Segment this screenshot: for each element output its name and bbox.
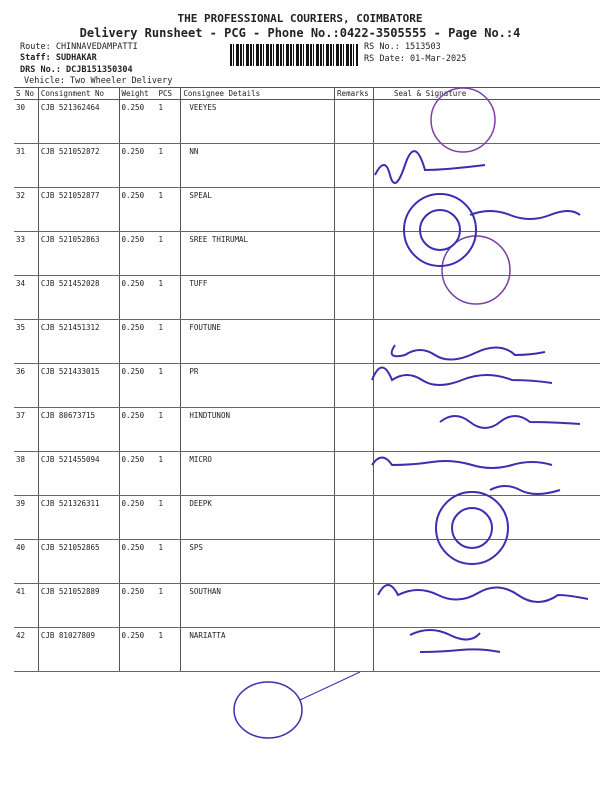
consignment-no: CJB 521455094 [38, 452, 119, 496]
seal-cell [374, 584, 600, 628]
consignment-no: CJB 521362464 [38, 100, 119, 144]
weight: 0.250 [119, 144, 156, 188]
consignee-name: HINDTUNON [181, 408, 335, 452]
consignee-name: MICRO [181, 452, 335, 496]
barcode [230, 44, 358, 66]
pcs: 1 [156, 540, 180, 584]
table-row [14, 584, 600, 628]
consignment-no: CJB 80673715 [38, 408, 119, 452]
table-row [14, 144, 600, 188]
consignee-name: SPS [181, 540, 335, 584]
table-row [14, 100, 600, 144]
sno: 33 [14, 232, 38, 276]
vehicle: Vehicle: Two Wheeler Delivery [24, 76, 173, 86]
pcs: 1 [156, 100, 180, 144]
col-sno: S No [14, 88, 38, 100]
seal-cell [374, 628, 600, 672]
seal-cell [374, 496, 600, 540]
weight: 0.250 [119, 232, 156, 276]
table-row [14, 232, 600, 276]
remarks-cell [335, 452, 374, 496]
sno: 36 [14, 364, 38, 408]
sno: 34 [14, 276, 38, 320]
consignee-name: PR [181, 364, 335, 408]
consignee-name: DEEPK [181, 496, 335, 540]
pcg-stamp [234, 682, 302, 738]
consignee-name: VEEYES [181, 100, 335, 144]
weight: 0.250 [119, 452, 156, 496]
pcs: 1 [156, 276, 180, 320]
consignee-name: TUFF [181, 276, 335, 320]
seal-cell [374, 188, 600, 232]
seal-cell [374, 232, 600, 276]
table-row [14, 188, 600, 232]
table-row [14, 496, 600, 540]
drs-number: DRS No.: DCJB151350304 [20, 65, 133, 75]
table-row [14, 452, 600, 496]
sno: 40 [14, 540, 38, 584]
col-consignee: Consignee Details [181, 88, 335, 100]
pcs: 1 [156, 496, 180, 540]
table-row [14, 320, 600, 364]
consignment-no: CJB 521052872 [38, 144, 119, 188]
sno: 41 [14, 584, 38, 628]
table-row [14, 276, 600, 320]
table-row [14, 408, 600, 452]
remarks-cell [335, 232, 374, 276]
remarks-cell [335, 540, 374, 584]
remarks-cell [335, 584, 374, 628]
remarks-cell [335, 408, 374, 452]
consignment-no: CJB 521052877 [38, 188, 119, 232]
consignee-name: NARIATTA [181, 628, 335, 672]
weight: 0.250 [119, 408, 156, 452]
seal-cell [374, 452, 600, 496]
remarks-cell [335, 496, 374, 540]
pcs: 1 [156, 144, 180, 188]
seal-cell [374, 100, 600, 144]
consignment-no: CJB 521326311 [38, 496, 119, 540]
staff: Staff: SUDHAKAR [20, 53, 97, 63]
weight: 0.250 [119, 320, 156, 364]
seal-cell [374, 320, 600, 364]
pcs: 1 [156, 452, 180, 496]
weight: 0.250 [119, 100, 156, 144]
weight: 0.250 [119, 540, 156, 584]
table-row [14, 364, 600, 408]
sno: 39 [14, 496, 38, 540]
consignment-no: CJB 521052863 [38, 232, 119, 276]
runsheet-subtitle: Delivery Runsheet - PCG - Phone No.:0422-3505555 - Page No.:4 [79, 26, 521, 40]
sno: 32 [14, 188, 38, 232]
seal-cell [374, 540, 600, 584]
remarks-cell [335, 188, 374, 232]
weight: 0.250 [119, 584, 156, 628]
pcs: 1 [156, 364, 180, 408]
consignment-no: CJB 521052889 [38, 584, 119, 628]
pcs: 1 [156, 628, 180, 672]
col-remarks: Remarks [335, 88, 374, 100]
seal-cell [374, 276, 600, 320]
pcs: 1 [156, 584, 180, 628]
weight: 0.250 [119, 496, 156, 540]
route: Route: CHINNAVEDAMPATTI [20, 42, 138, 52]
consignment-no: CJB 521052865 [38, 540, 119, 584]
rs-date: RS Date: 01-Mar-2025 [364, 54, 467, 64]
col-pcs: PCS [156, 88, 180, 100]
runsheet-table [14, 87, 600, 672]
table-row [14, 628, 600, 672]
weight: 0.250 [119, 628, 156, 672]
sno: 38 [14, 452, 38, 496]
consignee-name: SPEAL [181, 188, 335, 232]
pcs: 1 [156, 320, 180, 364]
remarks-cell [335, 100, 374, 144]
remarks-cell [335, 364, 374, 408]
consignee-name: SREE THIRUMAL [181, 232, 335, 276]
col-weight: Weight [119, 88, 156, 100]
table-header [14, 88, 600, 100]
table-row [14, 540, 600, 584]
consignment-no: CJB 81027809 [38, 628, 119, 672]
seal-cell [374, 408, 600, 452]
seal-cell [374, 144, 600, 188]
pcs: 1 [156, 232, 180, 276]
consignee-name: NN [181, 144, 335, 188]
weight: 0.250 [119, 364, 156, 408]
company-title: THE PROFESSIONAL COURIERS, COIMBATORE [177, 12, 423, 25]
sno: 35 [14, 320, 38, 364]
sno: 31 [14, 144, 38, 188]
sno: 42 [14, 628, 38, 672]
remarks-cell [335, 144, 374, 188]
pcs: 1 [156, 408, 180, 452]
weight: 0.250 [119, 276, 156, 320]
consignment-no: CJB 521451312 [38, 320, 119, 364]
consignment-no: CJB 521433015 [38, 364, 119, 408]
pcs: 1 [156, 188, 180, 232]
consignment-no: CJB 521452028 [38, 276, 119, 320]
col-consignment: Consignment No [38, 88, 119, 100]
sno: 30 [14, 100, 38, 144]
consignee-name: FOUTUNE [181, 320, 335, 364]
remarks-cell [335, 276, 374, 320]
sno: 37 [14, 408, 38, 452]
col-seal: Seal & Signature [374, 88, 600, 100]
seal-cell [374, 364, 600, 408]
remarks-cell [335, 628, 374, 672]
remarks-cell [335, 320, 374, 364]
consignee-name: SOUTHAN [181, 584, 335, 628]
rs-number: RS No.: 1513503 [364, 42, 441, 52]
weight: 0.250 [119, 188, 156, 232]
